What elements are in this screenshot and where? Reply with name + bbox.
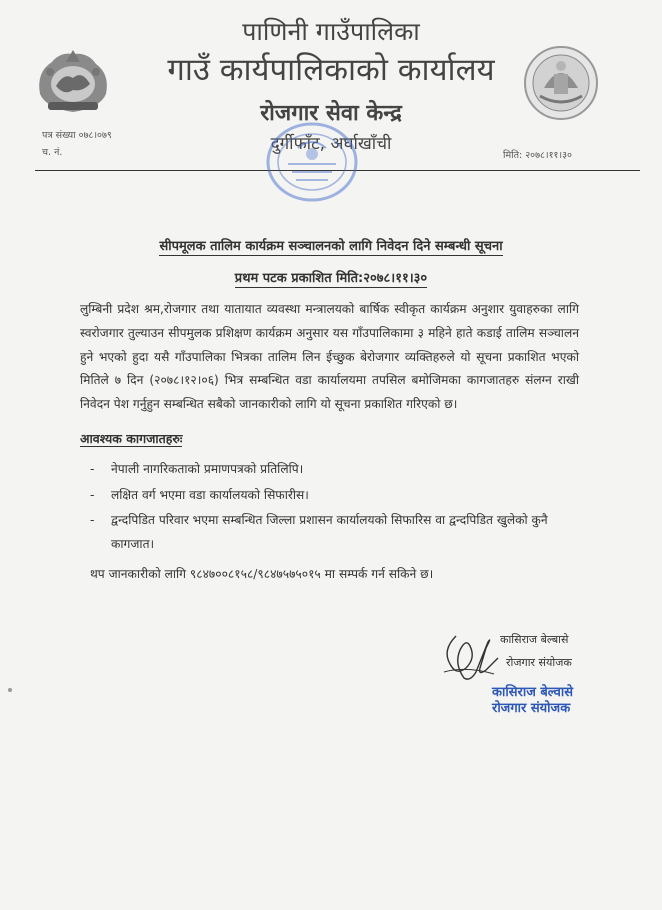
notice-subject: सीपमूलक तालिम कार्यक्रम सञ्चालनको लागि निवेदन दिने सम्बन्धी सूचना [159,239,503,254]
published-date: प्रथम पटक प्रकाशित मिति:२०७८।११।३० [234,271,428,286]
required-documents-heading: आवश्यक कागजातहरुः [80,431,183,446]
list-item: - नेपाली नागरिकताको प्रमाणपत्रको प्रतिलिपि। [90,462,304,476]
seal-signatory-name: कासिराज बेल्वासे [492,685,574,700]
center-name: रोजगार सेवा केन्द्र [260,101,402,126]
seal-signatory-title: रोजगार संयोजक [492,701,571,716]
list-item: - लक्षित वर्ग भएमा वडा कार्यालयको सिफारीस। [90,487,309,502]
dispatch-number: च. नं. [42,147,63,158]
office-name: गाउँ कार्यपालिकाको कार्यालय [167,52,495,88]
office-address: दुर्गीफाँट, अर्घाखाँची [270,134,392,154]
letter-date: मिति: २०७८।११।३० [503,150,572,161]
signatory-name: कासिराज बेल्बासे [500,633,569,646]
required-documents-list [90,458,582,558]
signatory-title: रोजगार संयोजक [506,656,572,669]
margin-dot [8,688,12,692]
notice-body: लुम्बिनी प्रदेश श्रम,रोजगार तथा यातायात व्यवस्था मन्त्रालयको बार्षिक स्वीकृत कार्यक्रम अनुशार युवाहरुका लागि स्वरोजगार तुल्याउन सीपमुलक प्रशिक्षण कार्यक्रम अनुसार यस गाँउपालिकामा ३ महिने हाते कडाई तालिम सञ्चालन हुने भएको हुदा यसै गाँउपालिका भित्रका तालिम लिन ईच्छुक बेरोजगार व्यक्तिहरुले यो सूचना प्रकाशित भएको मितिले ७ दिन (२०७८।१२।०६) भित्र सम्बन्धित वडा कार्यालयमा तपसिल बमोजिमका कागजातहरु संलग्न राखी निवेदन पेश गर्नुहुन सम्बन्धित सबैको जानकारीको लागि यो सूचना प्रकाशित गरिएको छ। [80,302,579,412]
list-item: - द्वन्दपिडित परिवार भएमा सम्बन्धित जिल्ला प्रशासन कार्यालयको सिफारिस वा द्वन्दपिडित खुलेको कुनै कागजात। [90,513,548,551]
contact-info: थप जानकारीको लागि ९८४७००८१५८/९८४७५७५०१५ मा सम्पर्क गर्न सकिने छ। [90,567,434,581]
office-stamp-icon [258,112,366,210]
municipality-name: पाणिनी गाउँपालिका [242,17,420,46]
signature-icon [436,628,502,684]
letter-number: पत्र संख्या ०७८।०७९ [42,130,112,141]
